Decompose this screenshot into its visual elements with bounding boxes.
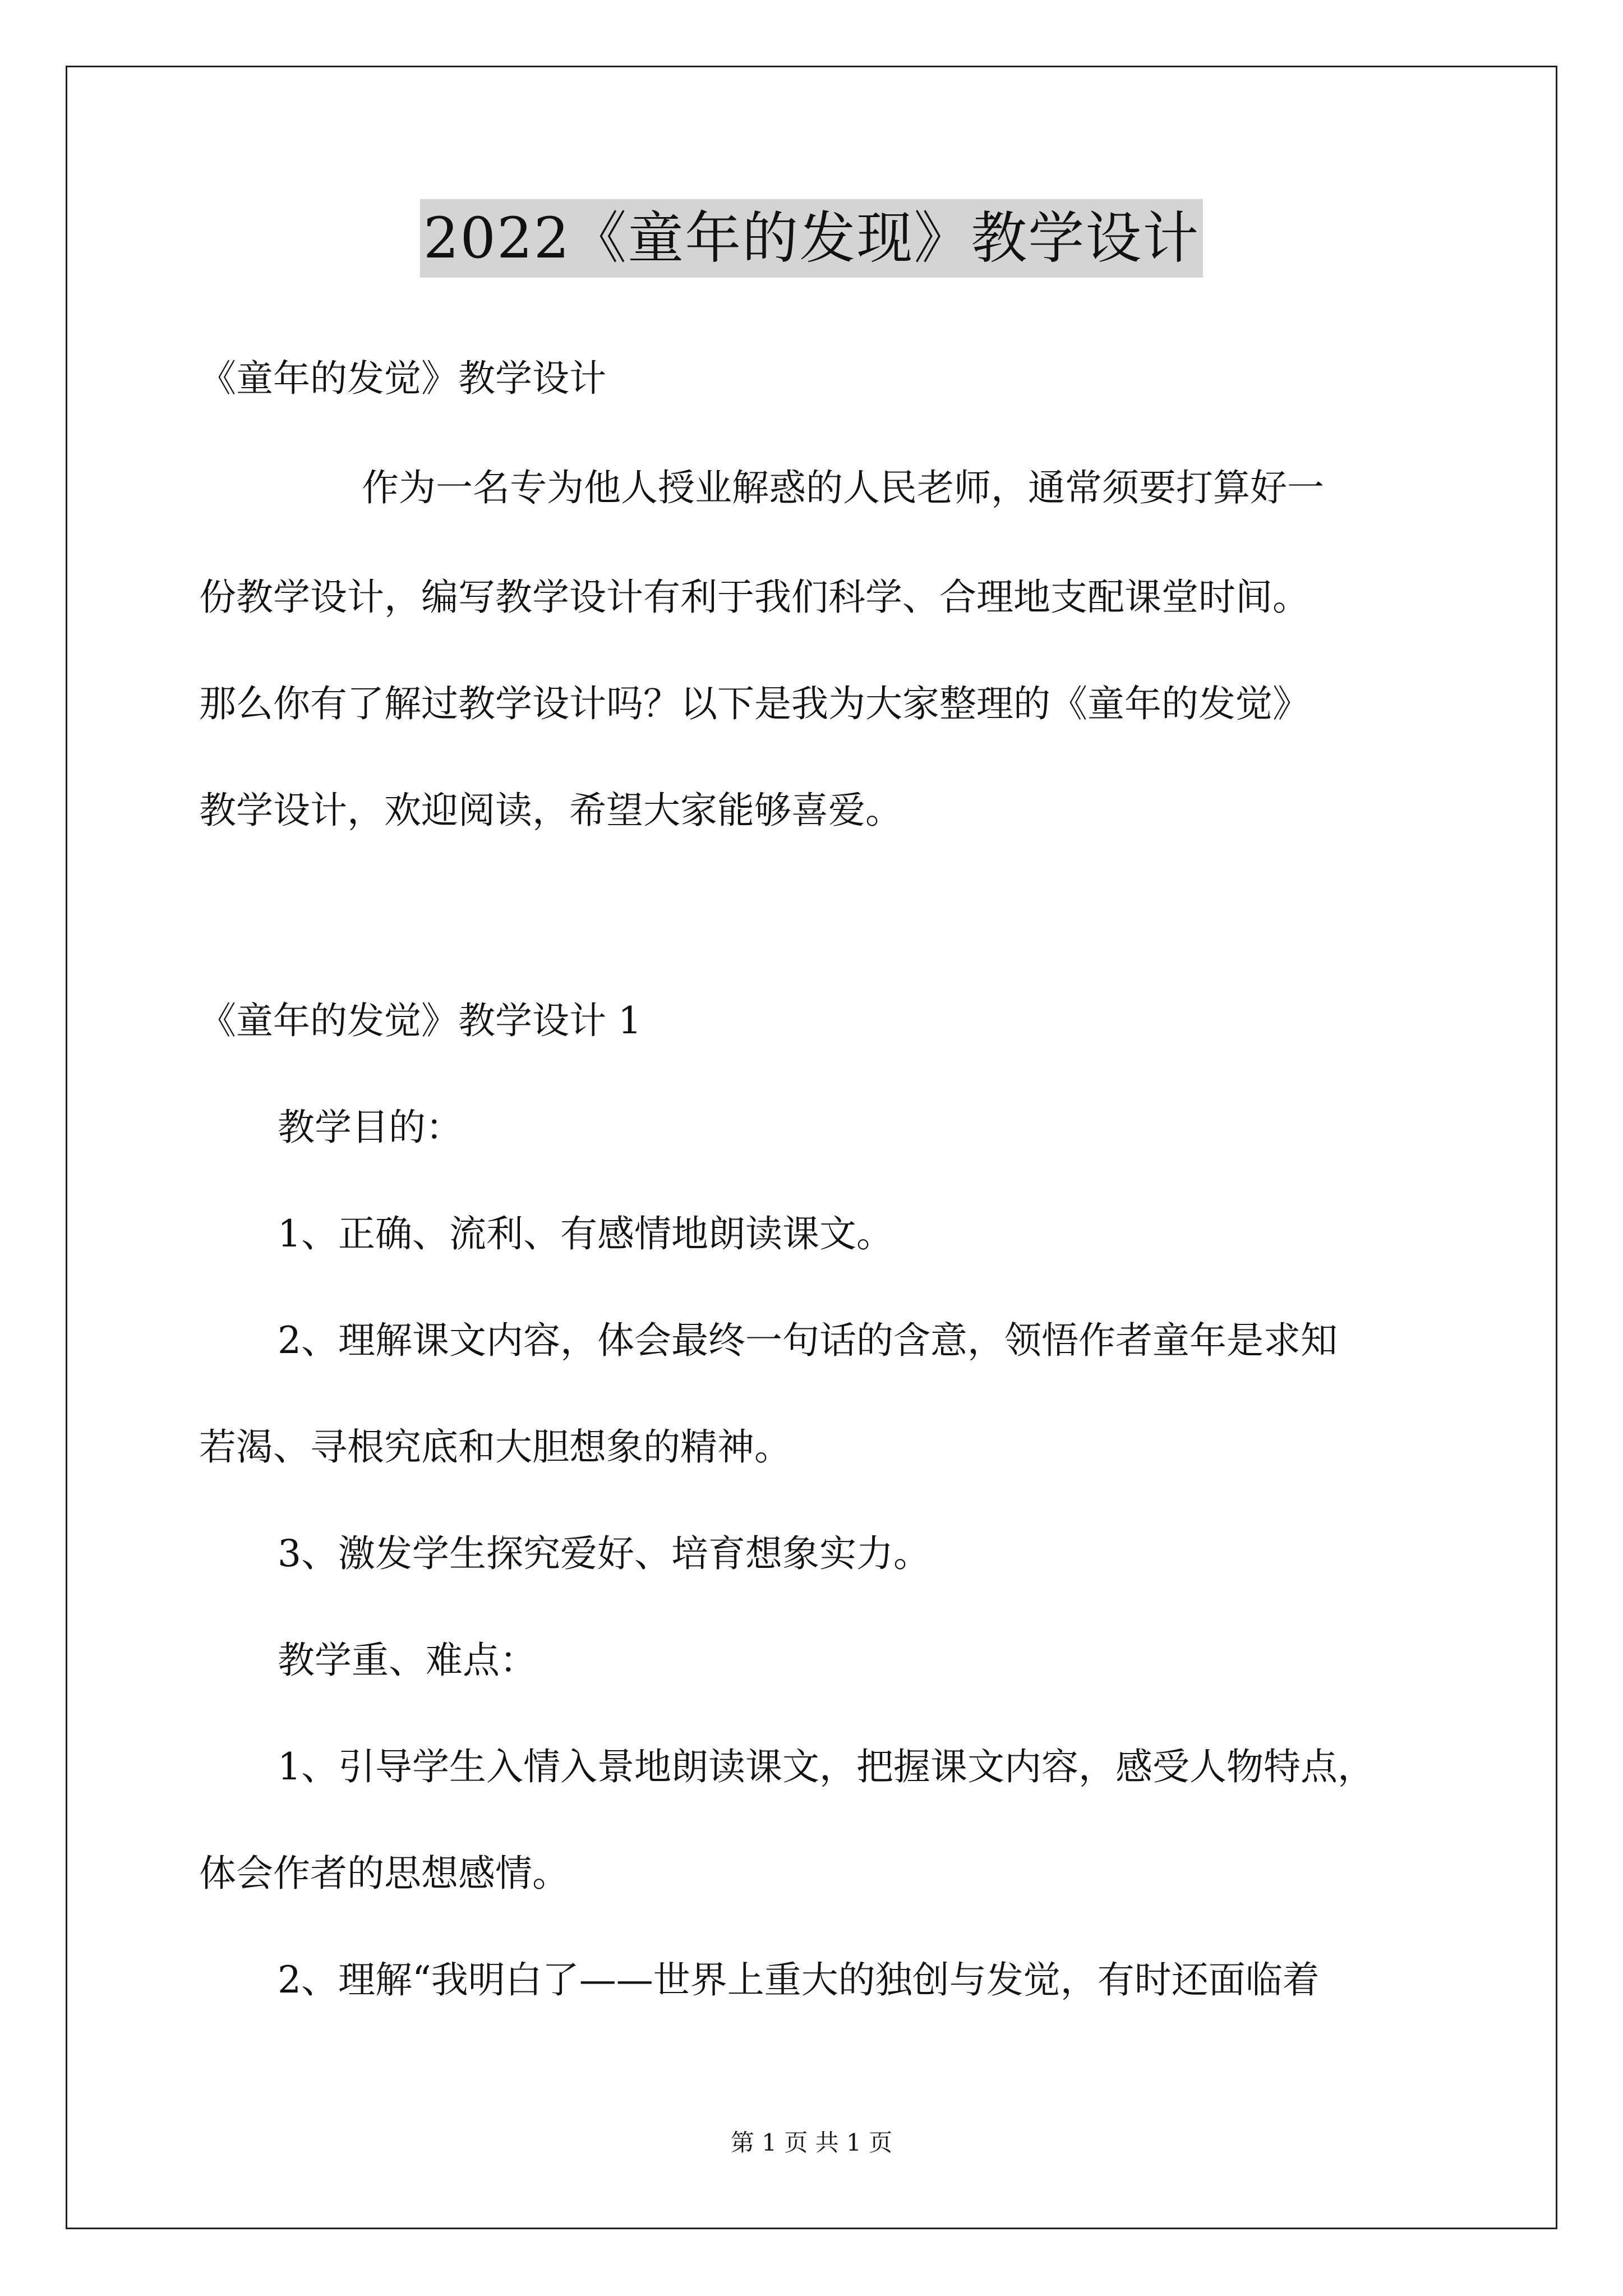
goals-heading: 教学目的： [278, 1106, 463, 1149]
goal-item: 2、理解课文内容，体会最终一句话的含意，领悟作者童年是求知 [278, 1319, 1338, 1362]
subtitle: 《童年的发觉》教学设计 [199, 357, 606, 400]
section-title: 《童年的发觉》教学设计 1 [199, 999, 642, 1042]
keypoint-item: 1、引导学生入情入景地朗读课文，把握课文内容，感受人物特点， [278, 1745, 1375, 1788]
intro-line: 那么你有了解过教学设计吗？以下是我为大家整理的《童年的发觉》 [199, 682, 1310, 725]
keypoint-item: 2、理解“我明白了——世界上重大的独创与发觉，有时还面临着 [278, 1958, 1320, 2001]
keypoints-heading: 教学重、难点： [278, 1639, 537, 1682]
intro-line: 教学设计，欢迎阅读，希望大家能够喜爱。 [199, 789, 902, 832]
intro-line: 份教学设计，编写教学设计有利于我们科学、合理地支配课堂时间。 [199, 576, 1310, 619]
title-container [0, 199, 1623, 278]
page-footer: 第 1 页 共 1 页 [730, 2129, 893, 2156]
keypoint-item: 体会作者的思想感情。 [199, 1852, 569, 1895]
document-title: 2022《童年的发现》教学设计 [420, 199, 1204, 278]
goal-item: 1、正确、流利、有感情地朗读课文。 [278, 1212, 893, 1255]
goal-item: 3、激发学生探究爱好、培育想象实力。 [278, 1532, 930, 1575]
intro-line: 作为一名专为他人授业解惑的人民老师，通常须要打算好一 [362, 466, 1324, 509]
goal-item: 若渴、寻根究底和大胆想象的精神。 [199, 1425, 791, 1469]
